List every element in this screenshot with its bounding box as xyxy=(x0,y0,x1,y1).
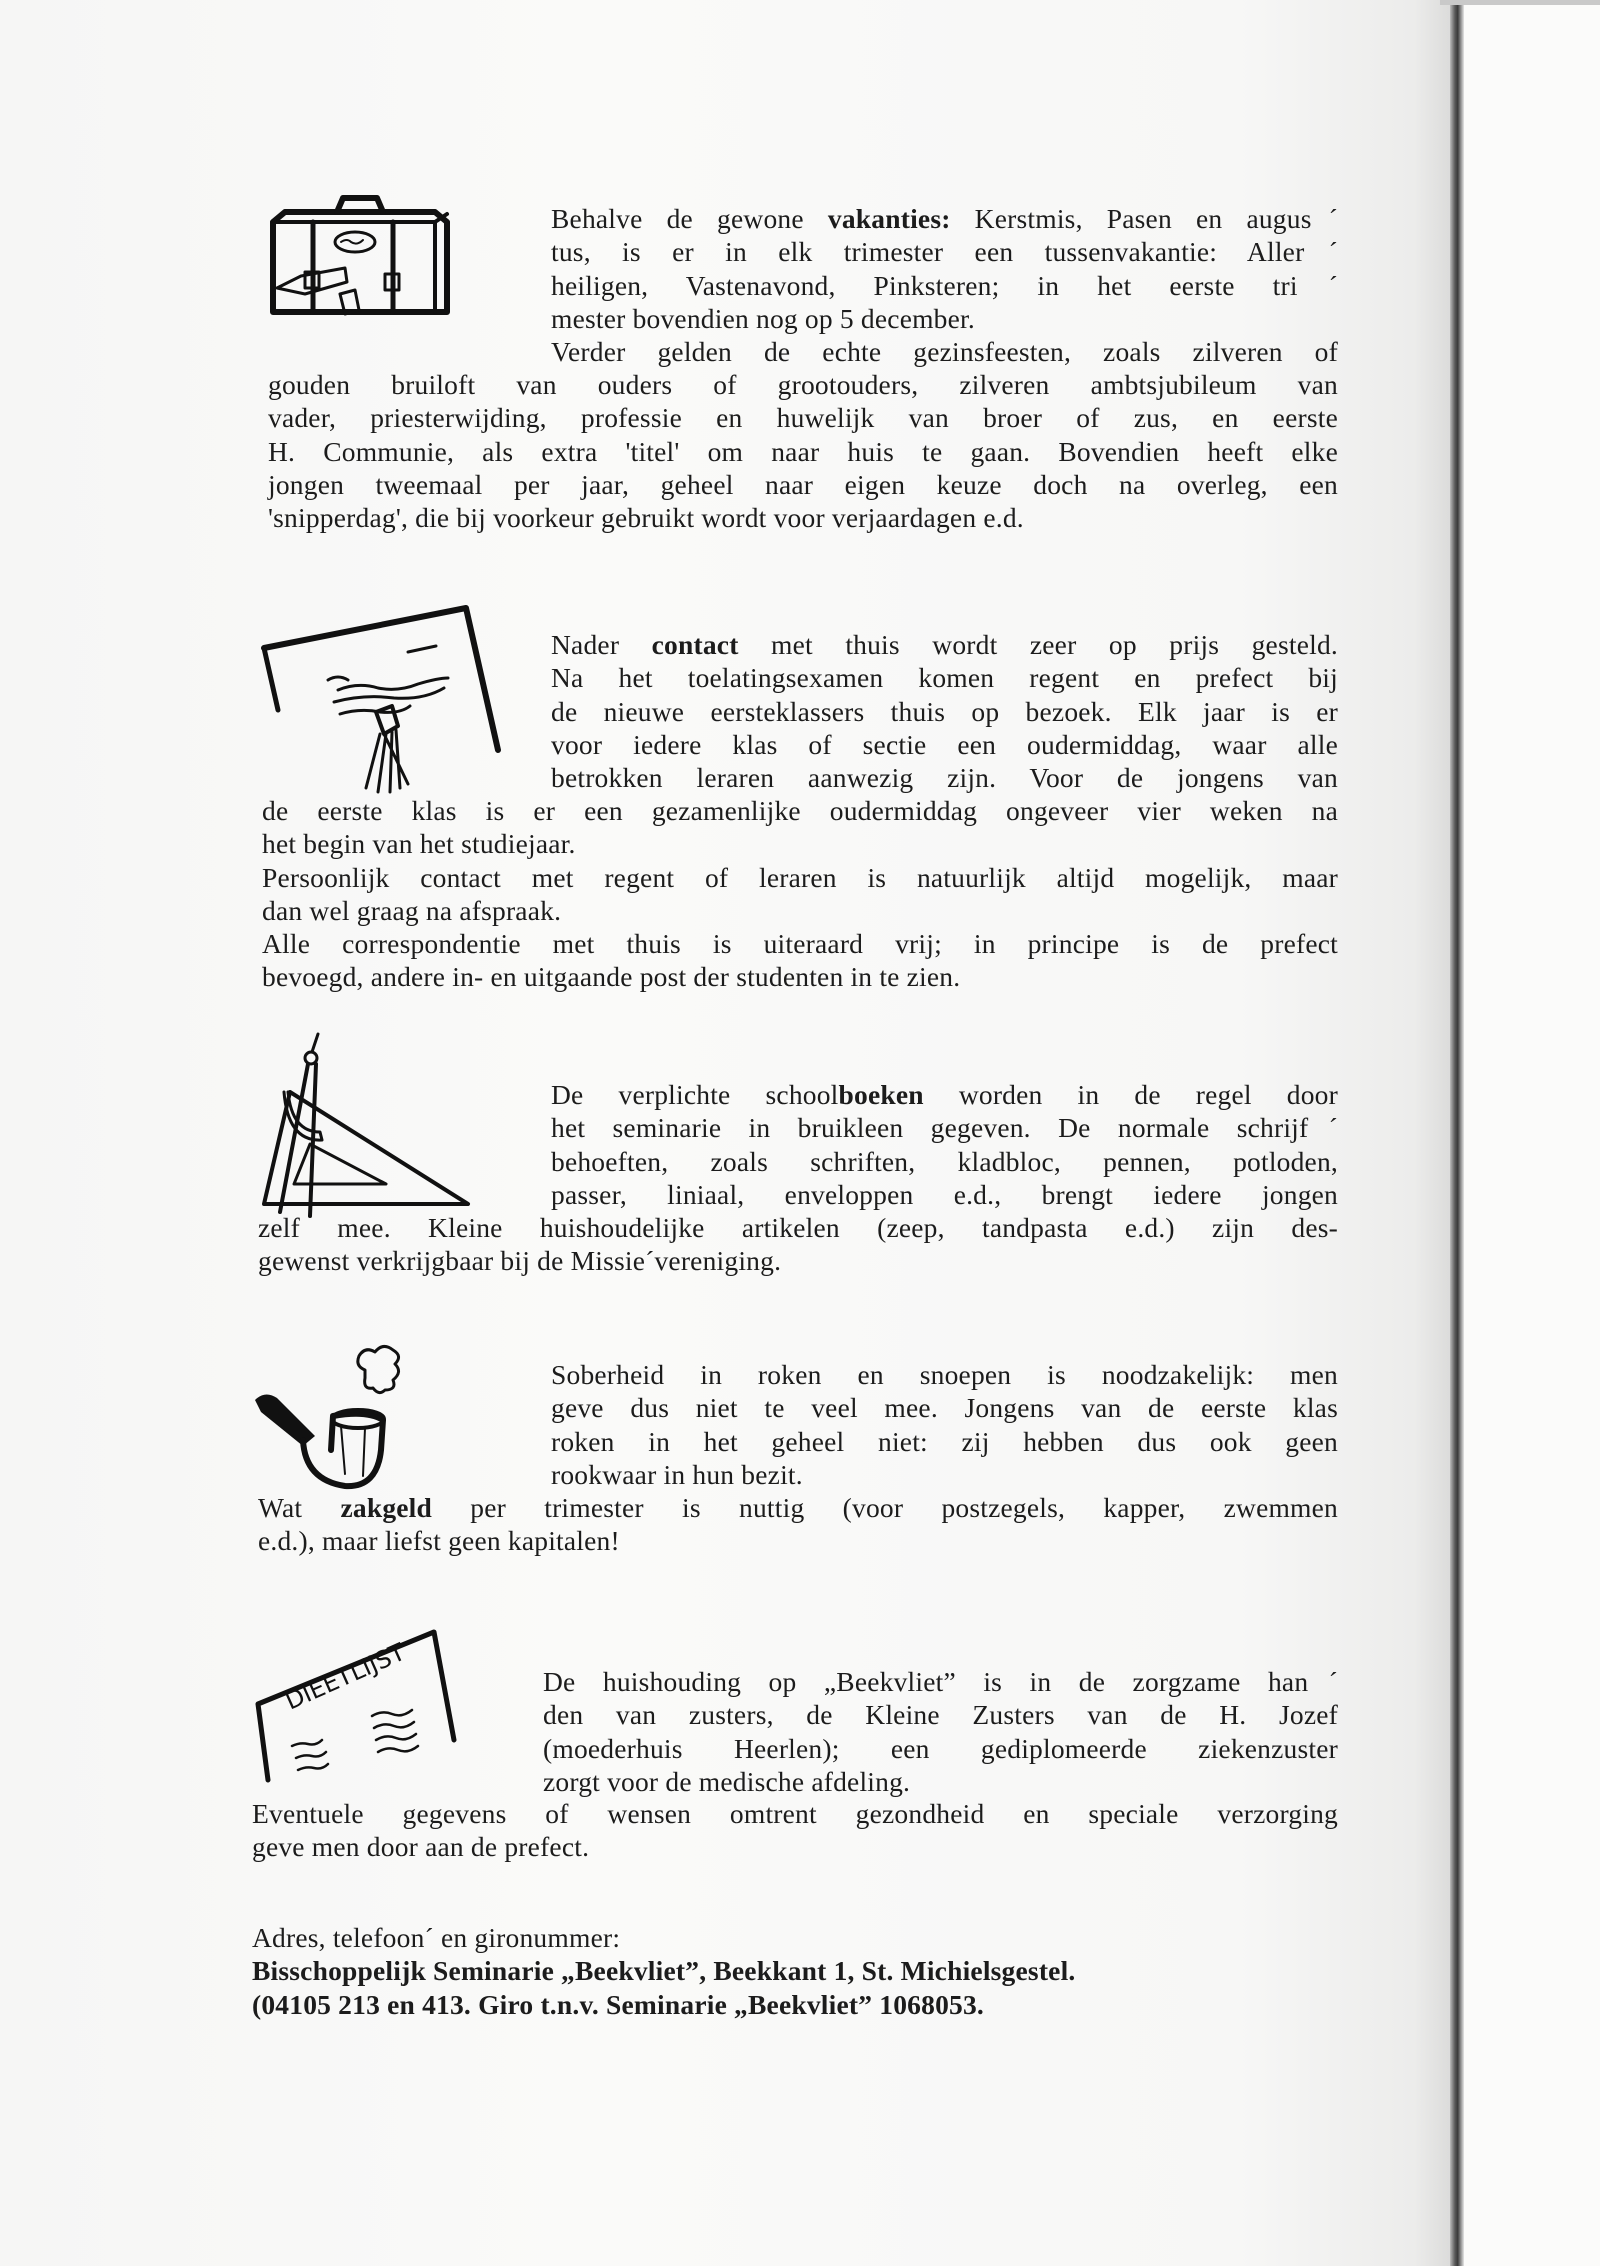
text-line: Persoonlijk contact met regent of leraren is natuurlijk altijd mogelijk, maar xyxy=(262,861,1338,893)
text-line: 'snipperdag', die bij voorkeur gebruikt wordt voor verjaardagen e.d. xyxy=(268,502,1024,534)
text-line: geve men door aan de prefect. xyxy=(252,1831,590,1863)
address-block xyxy=(252,1921,1352,2021)
text-line: gewenst verkrijgbaar bij de Missieˊvereniging. xyxy=(258,1245,782,1277)
text-line: mester bovendien nog op 5 december. xyxy=(551,302,975,334)
text-line: bevoegd, andere in- en uitgaande post der studenten in te zien. xyxy=(262,961,961,993)
section-zakgeld-body xyxy=(258,1491,1338,1558)
text-line: (moederhuis Heerlen); een gediplomeerde ziekenzuster xyxy=(543,1732,1338,1764)
text-line: dan wel graag na afspraak. xyxy=(262,894,562,926)
text-line: zelf mee. Kleine huishoudelijke artikelen (zeep, tandpasta e.d.) zijn des- xyxy=(258,1212,1338,1243)
section-vakanties-continued-indent xyxy=(551,335,1338,368)
text-line: Na het toelatingsexamen komen regent en prefect bij xyxy=(551,662,1338,694)
text-line: voor iedere klas of sectie een oudermiddag, waar alle xyxy=(551,728,1338,760)
text-line: tus, is er in elk trimester een tussenvakantie: Allerˊ xyxy=(551,236,1338,268)
section-contact-intro xyxy=(551,628,1338,794)
facing-page-edge xyxy=(1464,0,1600,2266)
text-line: H. Communie, als extra 'titel' om naar huis te gaan. Bovendien heeft elke xyxy=(268,435,1338,467)
text-line: jongen tweemaal per jaar, geheel naar eigen keuze doch na overleg, een xyxy=(268,468,1338,500)
letter-with-pen-icon xyxy=(258,598,508,798)
text-line: den van zusters, de Kleine Zusters van de H. Jozef xyxy=(543,1699,1338,1731)
text-line: De huishouding op „Beekvliet” is in de zorgzame hanˊ xyxy=(543,1666,1338,1697)
text-line: het seminarie in bruikleen gegeven. De normale schrijfˊ xyxy=(551,1112,1338,1144)
text-line: Soberheid in roken en snoepen is noodzakelijk: men xyxy=(551,1359,1338,1390)
text-line: Wat zakgeld per trimester is nuttig (voor postzegels, kapper, zwemmen xyxy=(258,1492,1339,1523)
page-fold xyxy=(1450,0,1464,2266)
text-line: zorgt voor de medische afdeling. xyxy=(543,1765,911,1797)
address-heading: Adres, telefoonˊ en gironummer: xyxy=(252,1922,621,1953)
keyword-contact: contact xyxy=(651,629,739,660)
section-contact-body xyxy=(262,794,1338,994)
section-boeken-body xyxy=(258,1211,1338,1278)
text-line: roken in het geheel niet: zij hebben dus ook geen xyxy=(551,1425,1338,1457)
text-line: Verder gelden de echte gezinsfeesten, zoals zilveren of xyxy=(551,336,1338,367)
text-line: betrokken leraren aanwezig zijn. Voor de jongens van xyxy=(551,762,1338,794)
text-line: De verplichte schoolboeken worden in de regel door xyxy=(551,1079,1338,1110)
text-line: Nader contact met thuis wordt zeer op prijs gesteld. xyxy=(551,629,1338,660)
text-line: het begin van het studiejaar. xyxy=(262,828,576,860)
text-line: passer, liniaal, enveloppen e.d., brengt iedere jongen xyxy=(551,1178,1338,1210)
keyword-vakanties: vakanties: xyxy=(827,203,951,234)
keyword-boeken: boeken xyxy=(838,1079,924,1110)
text-line: e.d.), maar liefst geen kapitalen! xyxy=(258,1525,620,1557)
section-zakgeld-intro xyxy=(551,1358,1338,1491)
text-line: Behalve de gewone vakanties: Kerstmis, Pasen en augusˊ xyxy=(551,203,1338,234)
text-line: heiligen, Vastenavond, Pinksteren; in het eerste triˊ xyxy=(551,269,1338,301)
phone-giro-line: (04105 213 en 413. Giro t.n.v. Seminarie „Beekvliet” 1068053. xyxy=(252,1988,984,2020)
diet-list-icon xyxy=(252,1620,522,1790)
text-line: de nieuwe eersteklassers thuis op bezoek. Elk jaar is er xyxy=(551,695,1338,727)
text-line: rookwaar in hun bezit. xyxy=(551,1458,803,1490)
text-line: Alle correspondentie met thuis is uiteraard vrij; in principe is de prefect xyxy=(262,928,1338,960)
smoking-pipe-icon xyxy=(255,1340,430,1495)
text-line: vader, priesterwijding, professie en huwelijk van broer of zus, en eerste xyxy=(268,402,1338,434)
section-huishouding-intro xyxy=(543,1665,1338,1798)
text-line: gouden bruiloft van ouders of grootouders, zilveren ambtsjubileum van xyxy=(268,369,1338,400)
text-line: behoeften, zoals schriften, kladbloc, pennen, potloden, xyxy=(551,1145,1338,1177)
suitcase-icon xyxy=(265,192,455,322)
text-line: de eerste klas is er een gezamenlijke oudermiddag ongeveer vier weken na xyxy=(262,795,1338,826)
keyword-zakgeld: zakgeld xyxy=(340,1492,433,1523)
section-vakanties-intro xyxy=(551,202,1338,335)
text-line: geve dus niet te veel mee. Jongens van de eerste klas xyxy=(551,1392,1338,1424)
address-line: Bisschoppelijk Seminarie „Beekvliet”, Beekkant 1, St. Michielsgestel. xyxy=(252,1955,1076,1987)
page-top-edge xyxy=(1440,0,1600,5)
section-vakanties-body xyxy=(268,368,1338,534)
section-huishouding-body xyxy=(252,1797,1338,1864)
compass-and-set-square-icon xyxy=(258,1032,488,1232)
text-line: Eventuele gegevens of wensen omtrent gezondheid en speciale verzorging xyxy=(252,1798,1338,1829)
diet-list-label: DIEETLIJST xyxy=(281,1637,410,1716)
section-boeken-intro xyxy=(551,1078,1338,1211)
